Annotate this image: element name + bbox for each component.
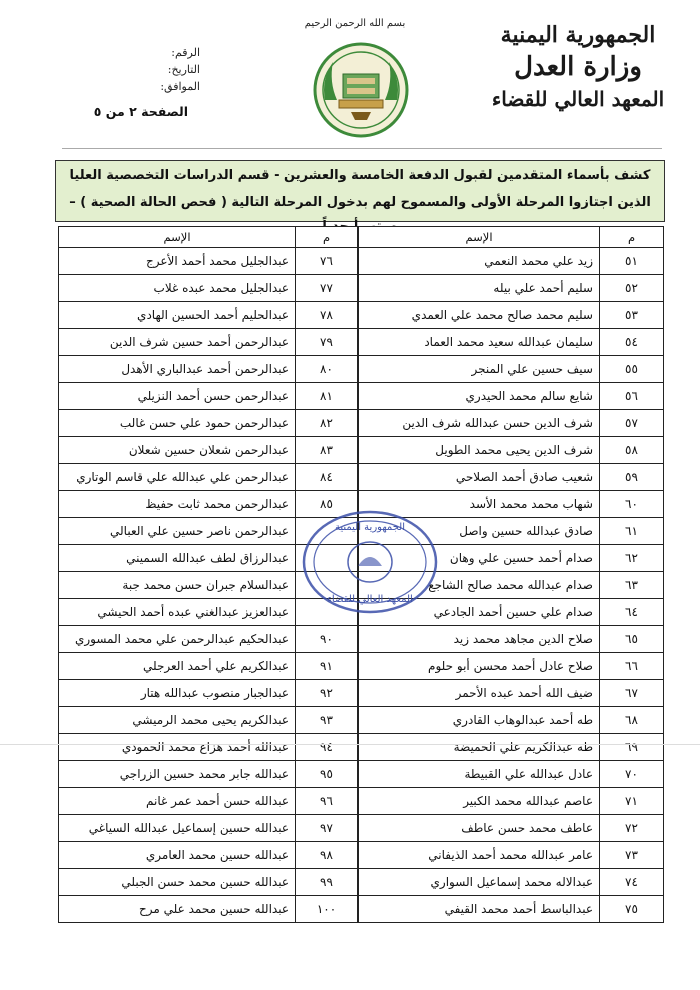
basmala: بسم الله الرحمن الرحيم [304, 18, 406, 29]
applicant-name: سليم محمد صالح محمد علي العمدي [359, 302, 600, 329]
table-header-row [359, 227, 664, 248]
applicant-name: عبدالرحمن حمود علي حسن غالب [59, 410, 296, 437]
row-number: ٦٧ [600, 680, 664, 707]
applicant-name: عبدالكريم علي أحمد العرجلي [59, 653, 296, 680]
applicant-name: عبدالجبار منصوب عبدالله هتار [59, 680, 296, 707]
row-number: ٨٥ [296, 491, 358, 518]
col-name-header: الإسم [59, 227, 296, 248]
row-number: ٥٣ [600, 302, 664, 329]
row-number: ٥٧ [600, 410, 664, 437]
table-row [359, 896, 664, 923]
official-stamp [300, 508, 440, 616]
row-number: ٥٦ [600, 383, 664, 410]
table-row [359, 761, 664, 788]
row-number: ٧٦ [296, 248, 358, 275]
col-name-header: الإسم [359, 227, 600, 248]
applicant-name: عبدالاله محمد إسماعيل السواري [359, 869, 600, 896]
reference-fields [120, 44, 200, 95]
table-header-row [59, 227, 358, 248]
table-row [359, 788, 664, 815]
page-number: الصفحة ٢ من ٥ [93, 104, 188, 119]
table-row [59, 788, 358, 815]
row-number: ٦٦ [600, 653, 664, 680]
table-row [59, 437, 358, 464]
list-title [55, 160, 665, 222]
table-row [59, 329, 358, 356]
row-number: ٦٤ [600, 599, 664, 626]
row-number: ٥٩ [600, 464, 664, 491]
row-number: ٩٤ [296, 734, 358, 761]
row-number: ٩٥ [296, 761, 358, 788]
applicant-name: عبدالرحمن محمد ثابت حفيظ [59, 491, 296, 518]
date-label: التاريخ: [167, 63, 200, 76]
header-separator [62, 148, 662, 149]
table-row [359, 356, 664, 383]
row-number: ٨٠ [296, 356, 358, 383]
stamp-text-bottom: المعهد العالي للقضاء [327, 594, 413, 605]
row-number: ٦٢ [600, 545, 664, 572]
row-number: ٨٣ [296, 437, 358, 464]
table-row [59, 707, 358, 734]
applicant-name: عبدالحكيم عبدالرحمن علي محمد المسوري [59, 626, 296, 653]
table-row [359, 464, 664, 491]
applicant-name: عبدالله حسين محمد حسن الجبلي [59, 869, 296, 896]
applicant-name: شايع سالم محمد الحيدري [359, 383, 600, 410]
row-number: ٥٨ [600, 437, 664, 464]
organization-header [478, 20, 678, 114]
table-row [359, 410, 664, 437]
table-row [59, 248, 358, 275]
row-number: ٦٣ [600, 572, 664, 599]
table-row [59, 680, 358, 707]
applicant-name: عاصم عبدالله محمد الكبير [359, 788, 600, 815]
applicant-name: عبدالباسط أحمد محمد القيفي [359, 896, 600, 923]
applicant-name: عبدالله حسين محمد علي مرح [59, 896, 296, 923]
applicant-name: صدام أحمد حسين علي وهان [359, 545, 600, 572]
row-number: ٧٩ [296, 329, 358, 356]
table-row [59, 896, 358, 923]
row-number: ٨٢ [296, 410, 358, 437]
table-row [359, 302, 664, 329]
applicant-name: سليم أحمد علي بيله [359, 275, 600, 302]
table-row [59, 869, 358, 896]
applicant-name: عبدالرحمن أحمد عبدالباري الأهدل [59, 356, 296, 383]
applicant-name: صادق عبدالله حسين واصل [359, 518, 600, 545]
applicant-name: صلاح الدين مجاهد محمد زيد [359, 626, 600, 653]
applicant-name: عبدالسلام جبران حسن محمد جبة [59, 572, 296, 599]
applicant-name: صلاح عادل أحمد محسن أبو حلوم [359, 653, 600, 680]
ref-number-label: الرقم: [171, 46, 200, 59]
row-number: ٩٩ [296, 869, 358, 896]
applicant-name: ضيف الله أحمد عبده الأحمر [359, 680, 600, 707]
applicant-name: عبدالرحمن علي عبدالله علي قاسم الوتاري [59, 464, 296, 491]
row-number: ٩٢ [296, 680, 358, 707]
row-number: ٦٩ [600, 734, 664, 761]
applicant-name: عاطف محمد حسن عاطف [359, 815, 600, 842]
applicant-name: عبدالعزيز عبدالغني عبده أحمد الحيشي [59, 599, 296, 626]
row-number: ٦٥ [600, 626, 664, 653]
applicant-name: عبدالرحمن شعلان حسين شعلان [59, 437, 296, 464]
applicant-name: شهاب محمد محمد الأسد [359, 491, 600, 518]
applicant-name: شعيب صادق أحمد الصلاحي [359, 464, 600, 491]
applicant-name: سليمان عبدالله سعيد محمد العماد [359, 329, 600, 356]
applicant-name: صدام عبدالله محمد صالح الشاجع [359, 572, 600, 599]
row-number: ٧٤ [600, 869, 664, 896]
applicant-name: شرف الدين حسن عبدالله شرف الدين [359, 410, 600, 437]
table-row [59, 464, 358, 491]
col-num-header: م [296, 227, 358, 248]
row-number: ٧٨ [296, 302, 358, 329]
table-row [59, 734, 358, 761]
table-row [59, 383, 358, 410]
table-row [59, 653, 358, 680]
table-row [59, 842, 358, 869]
table-row [359, 653, 664, 680]
table-row [59, 410, 358, 437]
row-number: ٩٠ [296, 626, 358, 653]
org-country: الجمهورية اليمنية [500, 22, 656, 48]
row-number: ٥٥ [600, 356, 664, 383]
table-row [359, 869, 664, 896]
row-number: ٥١ [600, 248, 664, 275]
applicant-name: عبدالله أحمد هزاع محمد الحمودي [59, 734, 296, 761]
row-number: ٧٢ [600, 815, 664, 842]
table-row [359, 842, 664, 869]
applicant-name: عامر عبدالله محمد أحمد الذيفاني [359, 842, 600, 869]
row-number: ٦١ [600, 518, 664, 545]
row-number: ١٠٠ [296, 896, 358, 923]
title-line-2: الذين اجتازوا المرحلة الأولى والمسموح لهم بدخول المرحلة التالية ( فحص الحالة الصحية ) – [69, 195, 651, 210]
applicant-name: طه أحمد عبدالوهاب القادري [359, 707, 600, 734]
stamp-text-top: الجمهورية اليمنية [334, 522, 406, 533]
row-number: ٧١ [600, 788, 664, 815]
row-number: ٩٧ [296, 815, 358, 842]
applicant-name: عبدالله جابر محمد حسين الزراجي [59, 761, 296, 788]
applicant-name: سيف حسين علي المنجر [359, 356, 600, 383]
applicant-name: صدام علي حسين أحمد الجادعي [359, 599, 600, 626]
title-line-1: كشف بأسماء المتقدمين لقبول الدفعة الخامسة والعشرين - قسم الدراسات التخصصية العليا [69, 168, 651, 183]
row-number: ٥٢ [600, 275, 664, 302]
table-row [359, 734, 664, 761]
institute-emblem [311, 40, 411, 140]
applicant-name: عبدالله حسين محمد العامري [59, 842, 296, 869]
org-ministry: وزارة العدل [514, 52, 642, 82]
table-row [359, 248, 664, 275]
table-row [59, 626, 358, 653]
row-number: ٨١ [296, 383, 358, 410]
table-row [59, 761, 358, 788]
table-row [359, 815, 664, 842]
table-row [59, 302, 358, 329]
applicant-name: عبدالجليل محمد عبده غلاب [59, 275, 296, 302]
applicant-name: شرف الدين يحيى محمد الطويل [359, 437, 600, 464]
applicant-name: عبدالرزاق لطف عبدالله السميني [59, 545, 296, 572]
row-number: ٧٥ [600, 896, 664, 923]
row-number: ٧٧ [296, 275, 358, 302]
row-number: ٨٤ [296, 464, 358, 491]
applicant-name: زيد علي محمد النعمي [359, 248, 600, 275]
row-number: ٧٣ [600, 842, 664, 869]
applicant-name: عبدالرحمن أحمد حسين شرف الدين [59, 329, 296, 356]
table-row [359, 680, 664, 707]
row-number: ٦٠ [600, 491, 664, 518]
page-fold-line [0, 744, 700, 745]
table-row [359, 707, 664, 734]
applicant-name: عبدالرحمن حسن أحمد النزيلي [59, 383, 296, 410]
table-row [359, 329, 664, 356]
table-row [359, 275, 664, 302]
col-num-header: م [600, 227, 664, 248]
row-number: ٧٠ [600, 761, 664, 788]
table-row [359, 383, 664, 410]
row-number: ٥٤ [600, 329, 664, 356]
applicant-name: عبدالحليم أحمد الحسين الهادي [59, 302, 296, 329]
applicant-name: عبدالله حسين إسماعيل عبدالله السياغي [59, 815, 296, 842]
row-number: ٩٨ [296, 842, 358, 869]
row-number: ٩٦ [296, 788, 358, 815]
table-row [359, 626, 664, 653]
row-number: ٩٣ [296, 707, 358, 734]
applicant-name: عبدالله حسن أحمد عمر غانم [59, 788, 296, 815]
table-row [59, 275, 358, 302]
applicant-name: عبدالكريم يحيى محمد الرميشي [59, 707, 296, 734]
applicant-name: عبدالجليل محمد أحمد الأعرج [59, 248, 296, 275]
applicant-name: عبدالرحمن ناصر حسين علي العبالي [59, 518, 296, 545]
row-number: ٩١ [296, 653, 358, 680]
table-row [59, 356, 358, 383]
org-institute: المعهد العالي للقضاء [491, 87, 665, 111]
table-row [359, 437, 664, 464]
applicant-name: طه عبدالكريم علي الحميضة [359, 734, 600, 761]
corresponding-date-label: الموافق: [160, 80, 200, 93]
table-row [59, 815, 358, 842]
applicant-name: عادل عبدالله علي القبيطة [359, 761, 600, 788]
row-number: ٦٨ [600, 707, 664, 734]
